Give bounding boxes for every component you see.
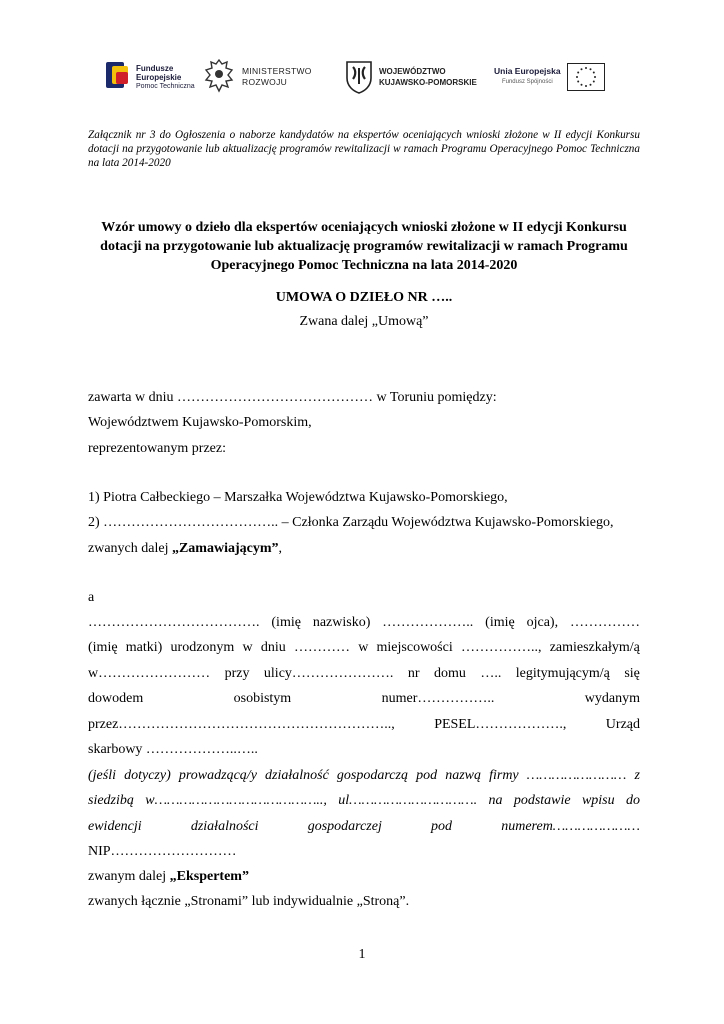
line-business-seat [88,792,640,810]
line-a: a [88,590,95,605]
word: (imię [88,640,118,655]
ekspert-prefix: zwanym dalej [88,869,170,884]
fe-line2: Europejskie [136,72,182,82]
mr-line1: MINISTERSTWO [242,66,312,76]
line-represented: reprezentowanym przez: [88,441,226,456]
ue-line2: Fundusz Spójności [501,79,553,85]
line-expert-birth [88,639,640,657]
word: (imię [271,615,301,630]
document-title: Wzór umowy o dzieło dla ekspertów oceniających wnioski złożone w II edycji Konkursu dotacji na przygotowanie lub aktualizację programów rewitalizacji w ramach Programu Operacyjnego Pomoc Techniczna na lata 2014-2020 [100,220,628,273]
contract-heading: UMOWA O DZIEŁO NR ….. [275,290,453,305]
word: firmy [489,768,519,783]
word: osobistym [233,691,292,706]
word: nazwisko) [312,615,371,630]
word: ………… [293,640,350,655]
word: z [634,768,640,783]
word: ……………….. [382,615,474,630]
ministerstwo-logo [202,48,312,106]
word: działalności [190,819,259,834]
line-zamawiajacy [88,540,640,558]
fe-line3: Pomoc Techniczna [136,82,195,90]
word: na [488,793,503,808]
word: wpisu [581,793,615,808]
word: w [242,640,253,655]
page-number: 1 [358,947,366,962]
zamawiajacy-term: „Zamawiającym” [171,541,279,556]
coat-of-arms-icon [344,59,374,95]
word: się [624,666,640,681]
logo-bar [100,48,620,106]
word: domu [434,666,466,681]
word: numer…………….. [381,691,495,706]
line-expert-id [88,690,640,708]
word: …………… [569,615,640,630]
word: ul…………………………. [338,793,478,808]
unia-europejska-logo [494,48,605,106]
word: działalność [265,768,329,783]
line-expert-name [88,614,640,632]
line-representative-2: 2) ……………………………….. – Członka Zarządu Województwa Kujawsko-Pomorskiego, [88,515,614,530]
word: Urząd [605,717,640,732]
zamawiajacy-prefix: zwanych dalej [88,541,172,556]
word: w…………………… [88,666,211,681]
line-expert-address [88,665,640,683]
word: …………….., [460,640,542,655]
word: matki) [125,640,163,655]
word: nazwą [445,768,481,783]
line-party-name: Województwem Kujawsko-Pomorskim, [88,415,312,430]
word: ojca), [526,615,559,630]
word: urodzonym [170,640,235,655]
ekspert-term: „Ekspertem” [169,869,249,884]
word: ulicy…………………. [263,666,394,681]
line-representative-1: 1) Piotra Całbeckiego – Marszałka Województwa Kujawsko-Pomorskiego, [88,490,508,505]
annex-note: Załącznik nr 3 do Ogłoszenia o naborze kandydatów na ekspertów oceniających wnioski złożone w II edycji Konkursu dotacji na przygotowanie lub aktualizację programów rewitalizacji w ramach Programu Operacyjnego Pomoc Techniczna na lata 2014-2020 [88,129,640,169]
wk-line1: WOJEWÓDZTWO [379,67,446,76]
line-tax-office: skarbowy ………………..….. [88,742,258,757]
ue-line1: Unia Europejska [494,66,561,76]
word: w………………………………….., [145,793,327,808]
word: legitymującym/ą [515,666,610,681]
eagle-emblem-icon [202,57,236,97]
fundusze-europejskie-logo [106,48,195,106]
word: przez………………………………………………….., [88,717,395,732]
fe-line1: Fundusze [136,63,174,73]
word: dniu [260,640,286,655]
line-date-place: zawarta w dniu …………………………………… w Toruniu pomiędzy: [88,390,497,405]
line-nip: NIP……………………… [88,844,237,859]
word: pod [431,819,453,834]
line-ekspert [88,868,640,886]
word: ewidencji [88,819,142,834]
word: (imię [485,615,515,630]
word: do [625,793,640,808]
word: gospodarczej [307,819,382,834]
line-expert-pesel [88,716,640,734]
word: numerem………………… [501,819,640,834]
word: dotyczy) [124,768,171,783]
word: (jeśli [88,768,116,783]
word: nr [407,666,420,681]
word: dowodem [88,691,144,706]
word: podstawie [513,793,571,808]
zamawiajacy-suffix: , [278,541,283,556]
line-business [88,767,640,785]
word: PESEL………………., [434,717,567,732]
wk-line2: KUJAWSKO-POMORSKIE [379,78,477,87]
mr-line2: ROZWOJU [242,77,288,87]
word: ….. [480,666,502,681]
word: gospodarczą [336,768,408,783]
word: …………………… [526,768,627,783]
line-business-register [88,818,640,836]
wojewodztwo-logo [344,48,477,106]
word: w [358,640,369,655]
word: wydanym [584,691,640,706]
fe-star-icon [106,62,132,92]
contract-alias: Zwana dalej „Umową” [299,314,429,329]
word: miejscowości [376,640,453,655]
word: zamieszkałym/ą [549,640,640,655]
eu-flag-icon [567,63,605,91]
word: prowadzącą/y [178,768,257,783]
word: siedzibą [88,793,134,808]
word: ………………………………. [88,615,260,630]
word: przy [224,666,250,681]
word: pod [416,768,438,783]
line-parties: zwanych łącznie „Stronami” lub indywidualnie „Stroną”. [88,894,410,909]
